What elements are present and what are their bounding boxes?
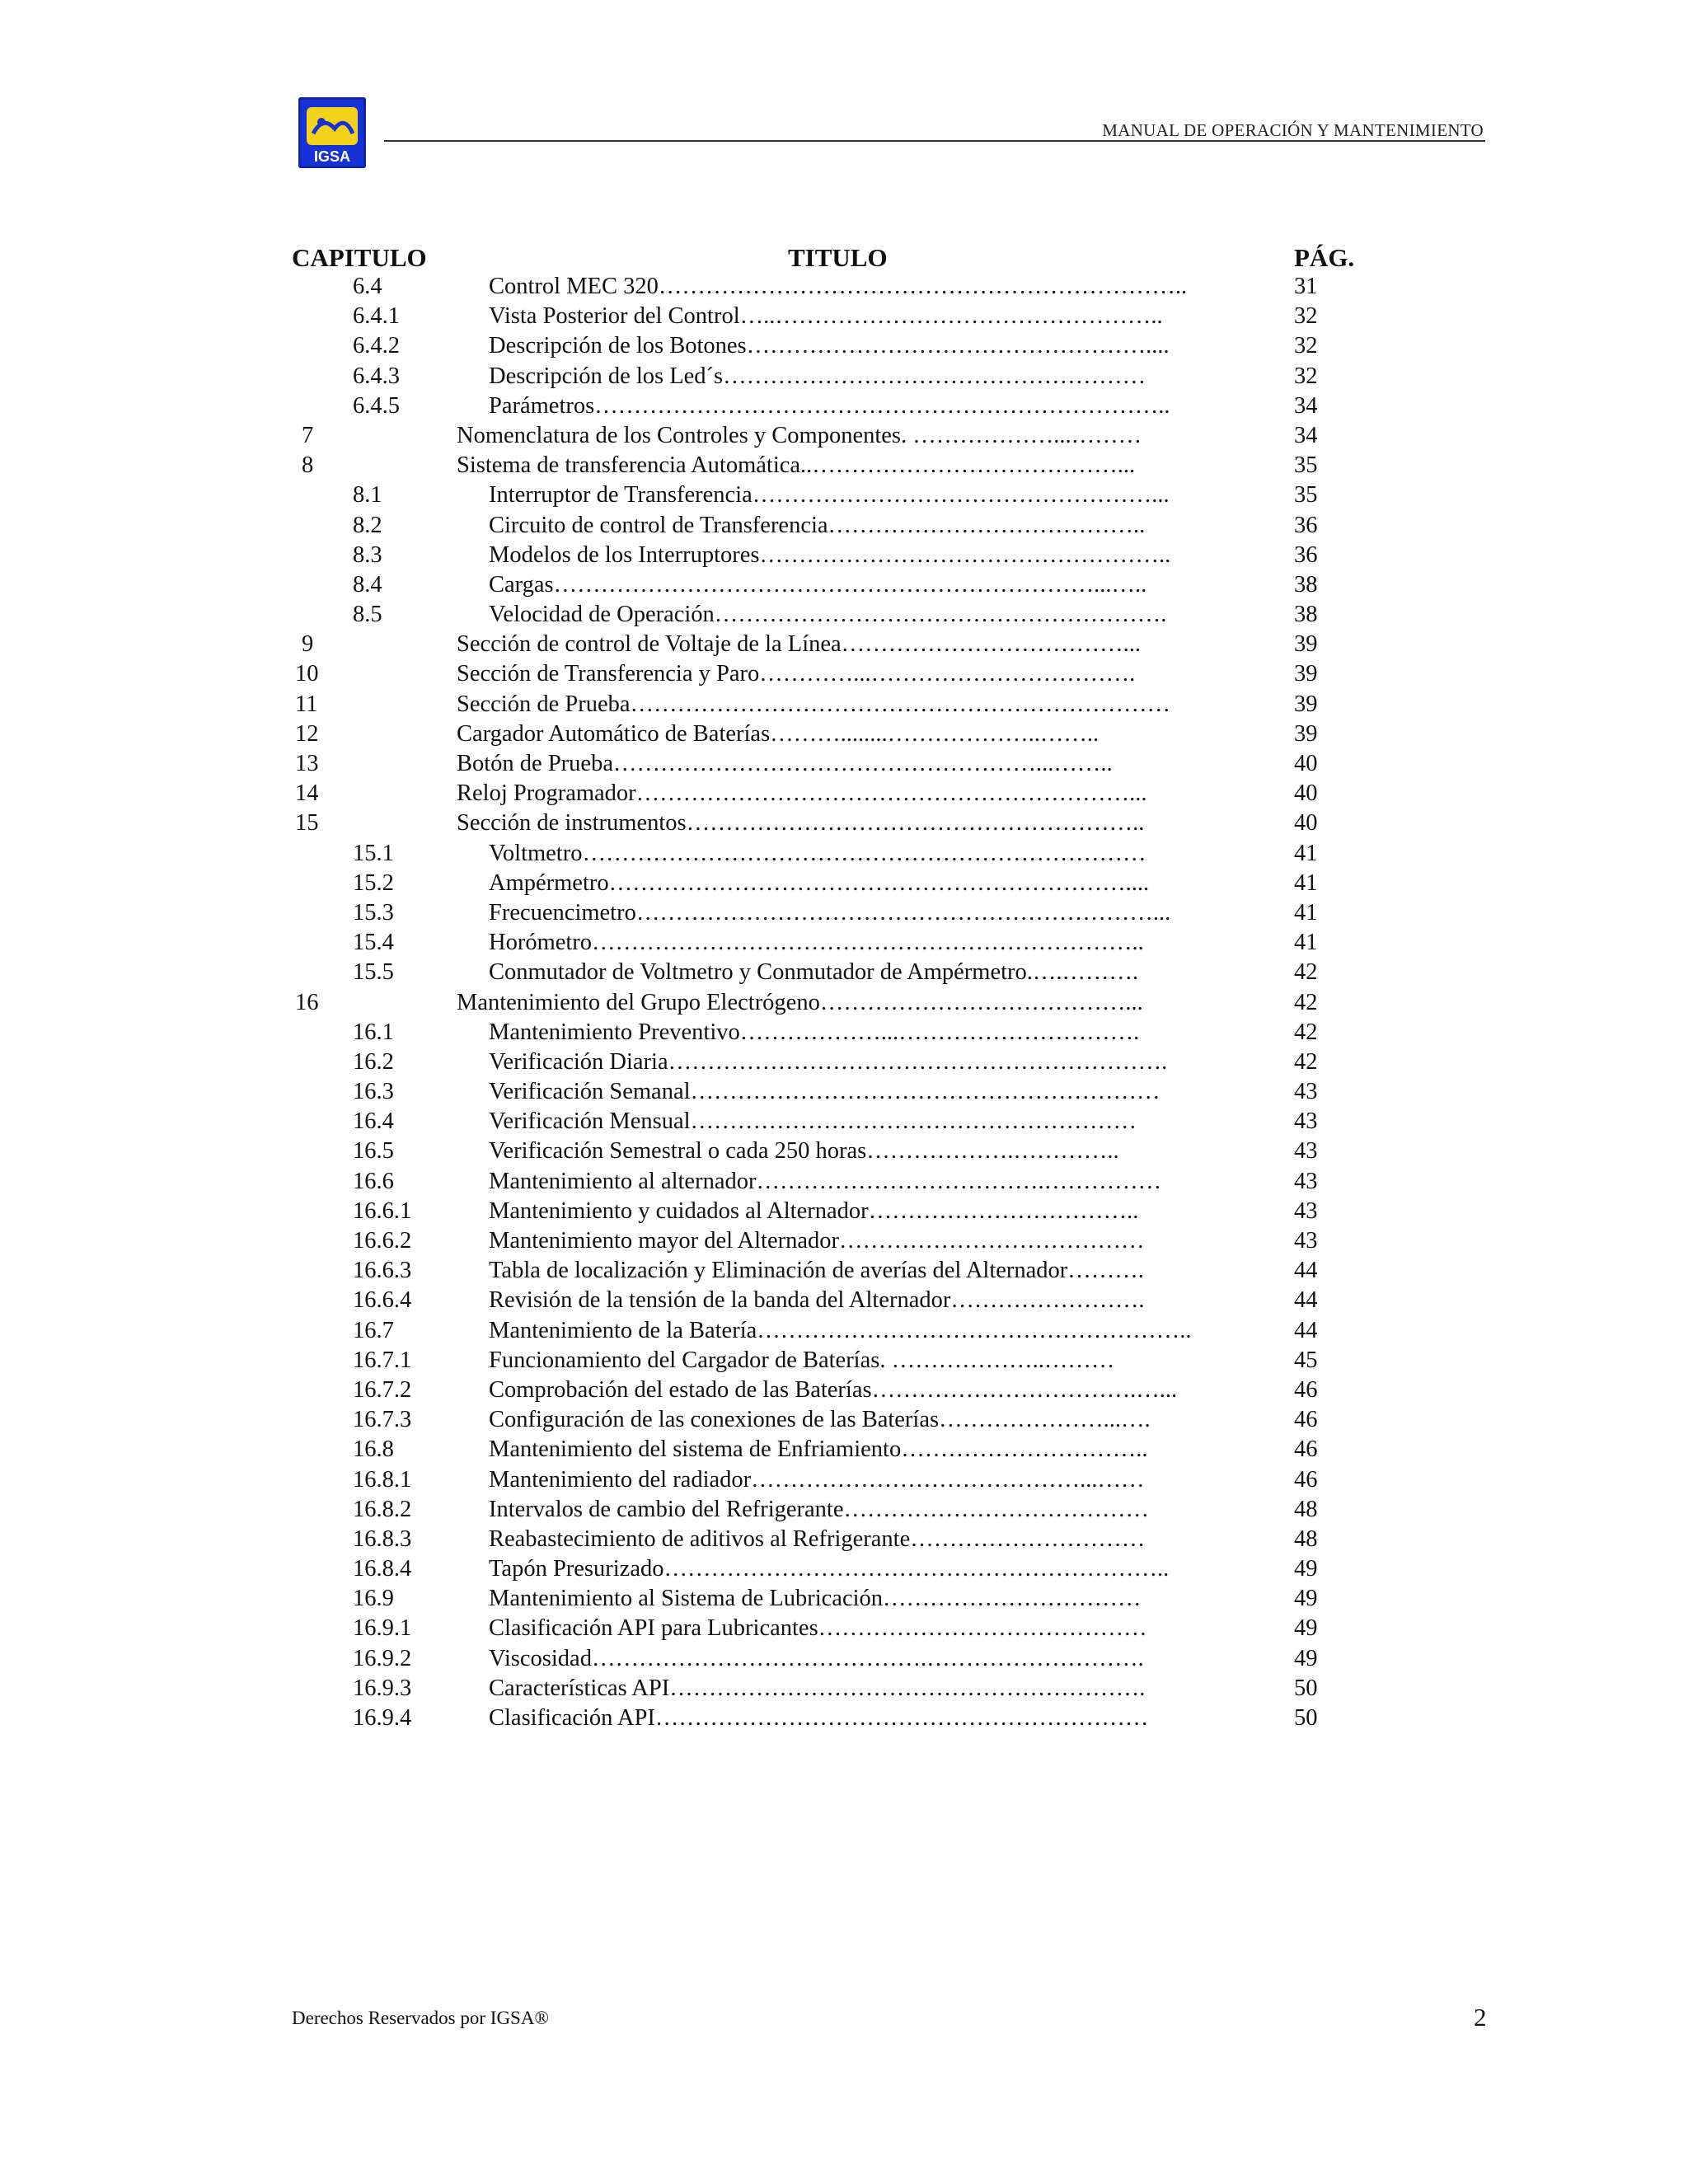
toc-section-number: 14	[295, 780, 319, 807]
toc-row	[292, 302, 1380, 331]
toc-row	[292, 391, 1380, 421]
toc-section-title: Descripción de los Botones……………………………………………....	[489, 333, 1170, 359]
toc-section-title: Parámetros………………………………………………………………..	[489, 392, 1170, 419]
toc-row	[292, 1137, 1380, 1166]
toc-section-title: Clasificación API para Lubricantes……………………………………	[489, 1615, 1147, 1642]
toc-section-title: Intervalos de cambio del Refrigerante…………………………………	[489, 1496, 1149, 1522]
toc-page-number: 38	[1294, 602, 1318, 628]
toc-row	[292, 958, 1380, 987]
toc-section-title: Sistema de transferencia Automática..…………………………………...	[457, 452, 1136, 479]
toc-row	[292, 690, 1380, 719]
toc-section-title: Circuito de control de Transferencia…………………………………..	[489, 512, 1146, 538]
toc-row	[292, 719, 1380, 749]
toc-page-number: 50	[1294, 1675, 1318, 1701]
toc-section-title: Mantenimiento mayor del Alternador…………………………………	[489, 1228, 1145, 1254]
toc-page-number: 50	[1294, 1705, 1318, 1731]
toc-section-title: Frecuencimetro…………………………………………………………...	[489, 899, 1171, 926]
toc-section-title: Clasificación API………………………………………………………	[489, 1705, 1149, 1731]
toc-page-number: 43	[1294, 1197, 1318, 1224]
toc-section-number: 16.4	[353, 1108, 394, 1135]
toc-section-title: Viscosidad…………………………………….……………………….	[489, 1645, 1144, 1671]
toc-page-number: 41	[1294, 930, 1318, 956]
toc-section-title: Características API…………………………………………………….	[489, 1675, 1146, 1701]
toc-section-title: Mantenimiento de la Batería………………………………………………..	[489, 1317, 1192, 1343]
toc-section-title: Comprobación del estado de las Baterías…………………………….…...	[489, 1376, 1178, 1403]
toc-section-number: 16.6.4	[353, 1287, 412, 1314]
toc-page-number: 43	[1294, 1108, 1318, 1135]
column-header-chapter: CAPITULO	[292, 243, 427, 272]
toc-section-number: 10	[295, 661, 319, 687]
toc-page-number: 39	[1294, 661, 1318, 687]
toc-section-number: 11	[295, 691, 318, 717]
toc-row	[292, 480, 1380, 510]
toc-section-number: 16.7	[353, 1317, 394, 1343]
toc-row	[292, 1047, 1380, 1077]
toc-row	[292, 749, 1380, 779]
toc-row	[292, 1644, 1380, 1674]
toc-row	[292, 928, 1380, 958]
toc-section-number: 16.8.3	[353, 1526, 412, 1552]
toc-page-number: 32	[1294, 303, 1318, 330]
toc-page-number: 49	[1294, 1615, 1318, 1642]
toc-page-number: 43	[1294, 1228, 1318, 1254]
toc-page-number: 42	[1294, 959, 1318, 986]
toc-section-number: 16.8.2	[353, 1496, 412, 1522]
toc-page-number: 41	[1294, 869, 1318, 896]
toc-section-number: 15.1	[353, 840, 394, 866]
toc-section-title: Interruptor de Transferencia……………………………………………...	[489, 482, 1170, 509]
toc-section-number: 16.8.4	[353, 1556, 412, 1582]
toc-section-title: Descripción de los Led´s………………………………………………	[489, 363, 1146, 389]
toc-section-number: 16.1	[353, 1019, 394, 1045]
toc-section-title: Mantenimiento al alternador……………………………….……………	[489, 1168, 1162, 1194]
column-header-title: TITULO	[788, 243, 888, 272]
toc-page-number: 43	[1294, 1079, 1318, 1105]
toc-section-title: Modelos de los Interruptores……………………………………………..	[489, 541, 1171, 568]
toc-row	[292, 1077, 1380, 1107]
toc-row	[292, 839, 1380, 869]
toc-row	[292, 1554, 1380, 1584]
toc-section-number: 16.7.1	[353, 1347, 412, 1373]
toc-page-number: 38	[1294, 571, 1318, 598]
toc-section-number: 6.4.5	[353, 392, 400, 419]
toc-section-number: 8.3	[353, 541, 382, 568]
toc-section-number: 16.6.2	[353, 1228, 412, 1254]
toc-page-number: 44	[1294, 1317, 1318, 1343]
toc-section-number: 15.2	[353, 869, 394, 896]
toc-row	[292, 1614, 1380, 1643]
toc-page-number: 40	[1294, 780, 1318, 807]
toc-page-number: 44	[1294, 1258, 1318, 1284]
toc-row	[292, 451, 1380, 480]
toc-page-number: 40	[1294, 810, 1318, 837]
toc-section-number: 16.6	[353, 1168, 394, 1194]
toc-section-title: Ampérmetro…………………………………………………………....	[489, 869, 1150, 896]
toc-section-number: 13	[295, 751, 319, 776]
toc-section-number: 8	[302, 452, 314, 479]
toc-section-number: 16.2	[353, 1048, 394, 1075]
footer-copyright: Derechos Reservados por IGSA®	[292, 2008, 549, 2028]
toc-page-number: 40	[1294, 751, 1318, 776]
column-header-page: PÁG.	[1294, 243, 1355, 272]
toc-row	[292, 1107, 1380, 1137]
toc-row	[292, 1435, 1380, 1465]
header-rule	[384, 140, 1485, 142]
toc-section-title: Sección de control de Voltaje de la Línea………………………………...	[457, 631, 1142, 658]
logo-text: IGSA	[313, 148, 351, 165]
toc-page-number: 31	[1294, 274, 1318, 299]
toc-page-number: 49	[1294, 1645, 1318, 1671]
toc-section-title: Verificación Diaria……………………………………………………….	[489, 1048, 1168, 1075]
toc-section-number: 12	[295, 720, 319, 747]
toc-row	[292, 1197, 1380, 1226]
toc-row	[292, 570, 1380, 600]
toc-page-number: 41	[1294, 840, 1318, 866]
toc-row	[292, 1376, 1380, 1405]
toc-row	[292, 600, 1380, 630]
toc-row	[292, 1525, 1380, 1554]
toc-section-number: 15.3	[353, 899, 394, 926]
toc-row	[292, 1256, 1380, 1286]
toc-page-number: 35	[1294, 452, 1318, 479]
toc-section-title: Velocidad de Operación………………………………………………….	[489, 602, 1167, 628]
toc-section-title: Vista Posterior del Control…..…………………………………………..	[489, 303, 1163, 330]
toc-section-number: 15.5	[353, 959, 394, 986]
igsa-logo	[298, 97, 366, 168]
toc-section-title: Conmutador de Voltmetro y Conmutador de Ampérmetro.….……….	[489, 959, 1139, 986]
toc-section-title: Verificación Semestral o cada 250 horas……………….…………..	[489, 1138, 1119, 1165]
toc-section-title: Mantenimiento del radiador……………………………………...……	[489, 1466, 1145, 1493]
toc-section-title: Voltmetro………………………………………………………………	[489, 840, 1146, 866]
toc-page-number: 48	[1294, 1496, 1318, 1522]
toc-page-number: 46	[1294, 1407, 1318, 1433]
toc-section-title: Mantenimiento del sistema de Enfriamiento…………………………..	[489, 1436, 1148, 1463]
toc-section-number: 16.7.3	[353, 1407, 412, 1433]
toc-row	[292, 331, 1380, 361]
toc-page-number: 49	[1294, 1556, 1318, 1582]
toc-row	[292, 1465, 1380, 1495]
toc-section-title: Revisión de la tensión de la banda del Alternador…………………….	[489, 1287, 1145, 1314]
toc-section-number: 16.6.3	[353, 1258, 412, 1284]
toc-page-number: 44	[1294, 1287, 1318, 1314]
toc-row	[292, 808, 1380, 838]
toc-section-number: 7	[302, 422, 314, 448]
toc-page-number: 46	[1294, 1466, 1318, 1493]
toc-row	[292, 1495, 1380, 1525]
toc-page-number: 39	[1294, 631, 1318, 658]
toc-row	[292, 659, 1380, 689]
toc-section-number: 16.9	[353, 1586, 394, 1612]
toc-section-title: Configuración de las conexiones de las Baterías…………………...….	[489, 1407, 1151, 1433]
toc-page-number: 42	[1294, 1048, 1318, 1075]
toc-section-title: Cargas……………………………………………………………...…..	[489, 571, 1147, 598]
toc-page-number: 32	[1294, 363, 1318, 389]
toc-page-number: 45	[1294, 1347, 1318, 1373]
toc-row	[292, 1584, 1380, 1614]
table-of-contents	[292, 272, 1380, 1733]
toc-row	[292, 1316, 1380, 1346]
toc-row	[292, 1286, 1380, 1315]
toc-section-title: Mantenimiento al Sistema de Lubricación……………………………	[489, 1586, 1142, 1612]
toc-section-number: 6.4.1	[353, 303, 400, 330]
document-header-title: MANUAL DE OPERACIÓN Y MANTENIMIENTO	[1102, 120, 1484, 140]
toc-page-number: 41	[1294, 899, 1318, 926]
toc-section-title: Mantenimiento y cuidados al Alternador……………………………..	[489, 1197, 1139, 1224]
toc-section-title: Cargador Automático de Baterías………........………………..……..	[457, 720, 1100, 747]
toc-section-number: 16.7.2	[353, 1376, 412, 1403]
toc-row	[292, 630, 1380, 659]
toc-row	[292, 541, 1380, 570]
toc-section-number: 16.5	[353, 1138, 394, 1165]
toc-section-number: 16.9.3	[353, 1675, 412, 1701]
toc-page-number: 36	[1294, 541, 1318, 568]
toc-page-number: 35	[1294, 482, 1318, 509]
toc-section-number: 16.9.2	[353, 1645, 412, 1671]
toc-section-title: Tabla de localización y Eliminación de averías del Alternador……….	[489, 1258, 1144, 1284]
toc-page-number: 48	[1294, 1526, 1318, 1552]
toc-section-title: Sección de instrumentos…………………………………………………..	[457, 810, 1145, 837]
toc-section-title: Nomenclatura de los Controles y Componentes. ………………...………	[457, 422, 1142, 448]
toc-section-number: 6.4.3	[353, 363, 400, 389]
toc-row	[292, 1018, 1380, 1047]
toc-section-title: Reloj Programador………………………………………………………...	[457, 780, 1147, 807]
toc-page-number: 42	[1294, 989, 1318, 1015]
toc-row	[292, 362, 1380, 391]
toc-section-title: Reabastecimiento de aditivos al Refrigerante…………………………	[489, 1526, 1146, 1552]
toc-page-number: 43	[1294, 1138, 1318, 1165]
toc-section-number: 16.9.1	[353, 1615, 412, 1642]
toc-row	[292, 1674, 1380, 1704]
toc-section-number: 16.6.1	[353, 1197, 412, 1224]
toc-row	[292, 1405, 1380, 1435]
toc-row	[292, 1346, 1380, 1376]
toc-section-title: Verificación Semanal……………………………………………………	[489, 1079, 1160, 1105]
toc-section-number: 8.1	[353, 482, 382, 509]
toc-section-title: Mantenimiento del Grupo Electrógeno…………………………………...	[457, 989, 1143, 1015]
toc-row	[292, 1226, 1380, 1256]
toc-row	[292, 272, 1380, 302]
toc-row	[292, 511, 1380, 541]
toc-page-number: 46	[1294, 1436, 1318, 1463]
page-number: 2	[1474, 2003, 1487, 2032]
toc-section-number: 8.4	[353, 571, 382, 598]
toc-section-title: Horómetro……………………………………………………………..	[489, 930, 1144, 956]
toc-page-number: 46	[1294, 1376, 1318, 1403]
toc-page-number: 43	[1294, 1168, 1318, 1194]
toc-row	[292, 1704, 1380, 1733]
toc-section-title: Funcionamiento del Cargador de Baterías. ………………..………	[489, 1347, 1115, 1373]
toc-page-number: 34	[1294, 422, 1318, 448]
toc-section-number: 9	[302, 631, 314, 658]
toc-page-number: 32	[1294, 333, 1318, 359]
toc-section-number: 16	[295, 989, 319, 1015]
toc-section-number: 6.4	[353, 274, 382, 299]
toc-row	[292, 898, 1380, 928]
toc-section-title: Sección de Prueba……………………………………………………………	[457, 691, 1171, 717]
toc-row	[292, 779, 1380, 808]
toc-row	[292, 869, 1380, 898]
toc-row	[292, 1167, 1380, 1197]
toc-page-number: 36	[1294, 512, 1318, 538]
toc-section-title: Botón de Prueba………………………………………………...……..	[457, 751, 1113, 776]
toc-section-title: Verificación Mensual…………………………………………………	[489, 1108, 1137, 1135]
toc-section-number: 16.3	[353, 1079, 394, 1105]
toc-page-number: 39	[1294, 691, 1318, 717]
toc-section-title: Sección de Transferencia y Paro…………...…………………………….	[457, 661, 1136, 687]
toc-section-title: Mantenimiento Preventivo………………...………………………….	[489, 1019, 1140, 1045]
toc-page-number: 39	[1294, 720, 1318, 747]
toc-section-number: 16.8	[353, 1436, 394, 1463]
toc-section-number: 16.9.4	[353, 1705, 412, 1731]
toc-section-number: 8.2	[353, 512, 382, 538]
toc-row	[292, 988, 1380, 1018]
toc-section-number: 16.8.1	[353, 1466, 412, 1493]
toc-section-title: Tapón Presurizado………………………………………………………..	[489, 1556, 1170, 1582]
toc-section-number: 8.5	[353, 602, 382, 628]
toc-row	[292, 421, 1380, 451]
toc-page-number: 34	[1294, 392, 1318, 419]
toc-section-title: Control MEC 320…………………………………………………………..	[489, 274, 1188, 299]
toc-section-number: 15	[295, 810, 319, 837]
toc-page-number: 42	[1294, 1019, 1318, 1045]
toc-page-number: 49	[1294, 1586, 1318, 1612]
toc-section-number: 6.4.2	[353, 333, 400, 359]
toc-section-number: 15.4	[353, 930, 394, 956]
